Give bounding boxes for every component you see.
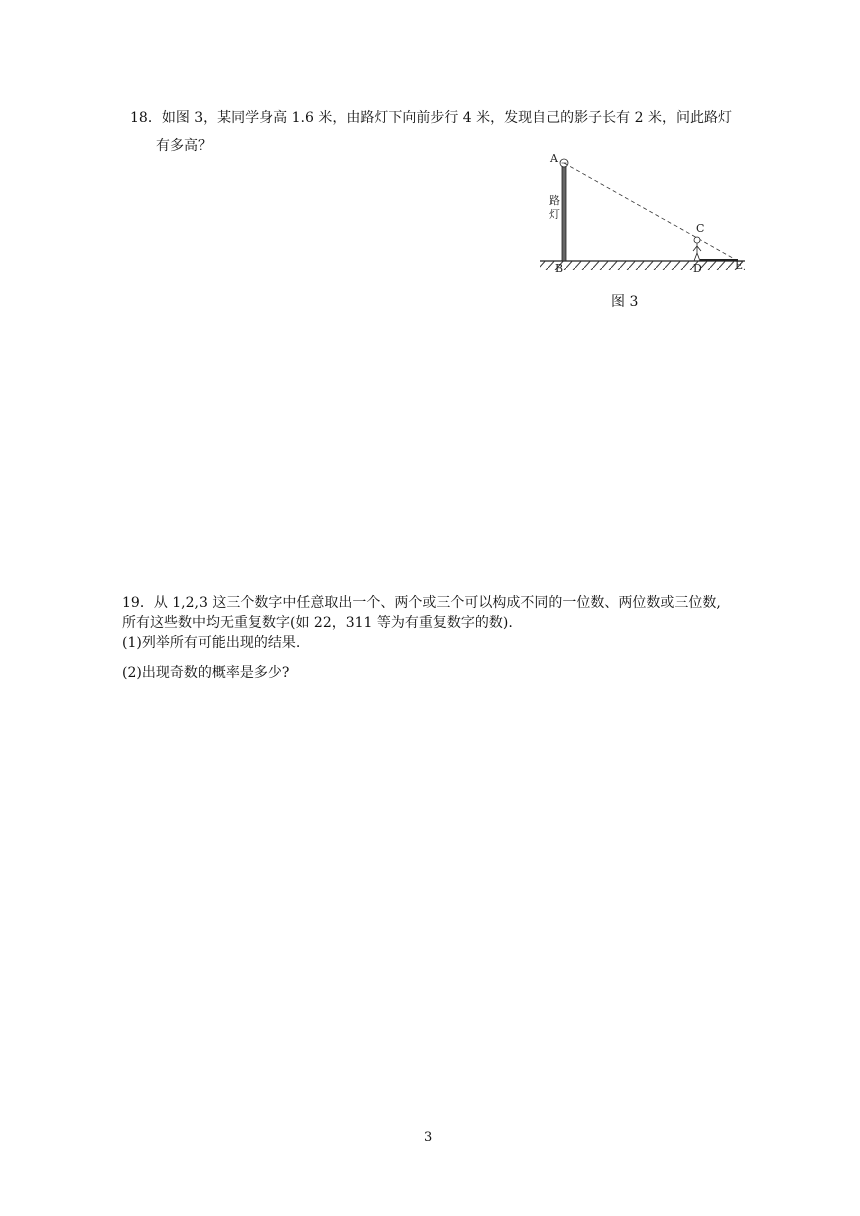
person-head [694,237,700,243]
label-d: D [693,262,702,275]
question-18-text: 18．如图 3，某同学身高 1.6 米，由路灯下向前步行 4 米，发现自己的影子长有 2 米，问此路灯 [130,110,732,126]
question-19-text-continued: 所有这些数中均无重复数字(如 22，311 等为有重复数字的数). [122,615,513,631]
question-19-part-1: (1)列举所有可能出现的结果. [122,635,301,651]
label-e: E [735,259,744,272]
figure-caption: 图 3 [611,294,639,310]
label-b: B [555,262,564,275]
ground-hatching [540,261,745,270]
light-ray-a-to-e [564,163,738,261]
lamp-label-char-2: 灯 [549,208,560,221]
street-lamp-shadow-figure [530,148,790,278]
question-18-text-continued: 有多高？ [156,138,212,154]
question-19-text: 19．从 1,2,3 这三个数字中任意取出一个、两个或三个可以构成不同的一位数、两位数或三位数, [122,595,721,611]
lamp-label-char-1: 路 [549,194,560,207]
page-number: 3 [424,1130,433,1145]
lamp-post [562,166,566,261]
label-c: C [696,222,705,235]
label-a: A [550,152,558,165]
question-19-part-2: (2)出现奇数的概率是多少? [122,665,290,681]
